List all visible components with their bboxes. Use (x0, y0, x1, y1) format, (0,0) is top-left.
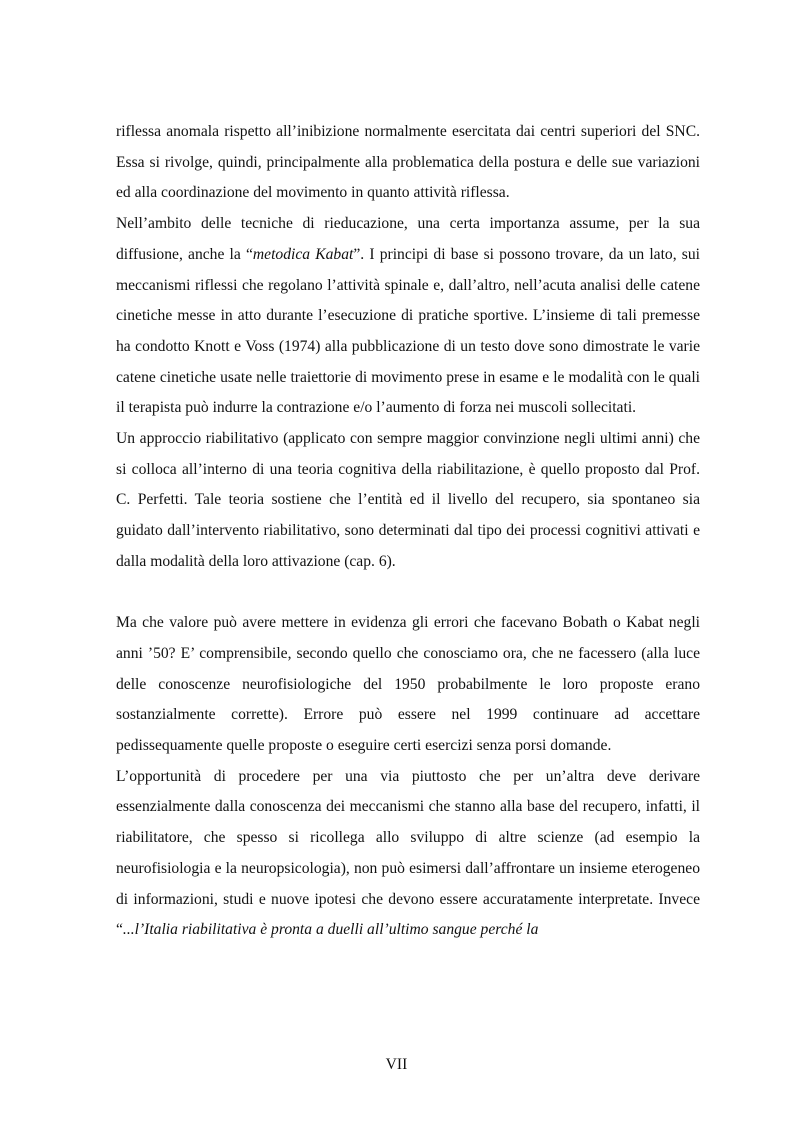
page-footer (0, 1053, 793, 1077)
paragraph-4-text: Ma che valore può avere mettere in evidenza gli errori che facevano Bobath o Kabat negli anni ’50? E’ comprensibile, secondo quello che conosciamo ora, che ne facessero (alla luce delle conoscenze neurofisiologiche del 1950 probabilmente le loro proposte erano sostanzialmente corrette). Errore può essere nel 1999 continuare ad accettare pedissequamente quelle proposte o eseguire certi esercizi senza porsi domande. (116, 614, 700, 755)
paragraph-1-text: riflessa anomala rispetto all’inibizione normalmente esercitata dai centri superiori del SNC. Essa si rivolge, quindi, principalmente alla problematica della postura e delle sue variazioni ed alla coordinazione del movimento in quanto attività riflessa. (116, 123, 700, 202)
paragraph-5-italic-quote: ...l’Italia riabilitativa è pronta a duelli all’ultimo sangue perché la (122, 921, 539, 939)
paragraph-2 (116, 209, 700, 424)
body-text (116, 117, 700, 946)
paragraph-5-text-start: L’opportunità di procedere per una via piuttosto che per un’altra deve derivare essenzialmente dalla conoscenza dei meccanismi che stanno alla base del recupero, infatti, il riabilitatore, che spesso si ricollega allo sviluppo di altre scienze (ad esempio la neurofisiologia e la neuropsicologia), non può esimersi dall’affrontare un insieme eterogeneo di informazioni, studi e nuove ipotesi che devono essere accuratamente interpretate. Invece “ (116, 767, 700, 939)
paragraph-2-text-end: ”. I principi di base si possono trovare, da un lato, sui meccanismi riflessi che regolano l’attività spinale e, dall’altro, nell’acuta analisi delle catene cinetiche messe in atto durante l’esecuzione di pratiche sportive. L’insieme di tali premesse ha condotto Knott e Voss (1974) alla pubblicazione di un testo dove sono dimostrate le varie catene cinetiche usate nelle traiettorie di movimento prese in esame e le modalità con le quali il terapista può indurre la contrazione e/o l’aumento di forza nei muscoli sollecitati. (116, 245, 701, 417)
paragraph-3 (116, 424, 700, 578)
page-number: VII (385, 1056, 408, 1073)
paragraph-spacer (116, 578, 700, 609)
paragraph-2-italic-term: metodica Kabat (252, 245, 354, 263)
paragraph-3-text: Un approccio riabilitativo (applicato con sempre maggior convinzione negli ultimi anni) che si colloca all’interno di una teoria cognitiva della riabilitazione, è quello proposto dal Prof. C. Perfetti. Tale teoria sostiene che l’entità ed il livello del recupero, sia spontaneo sia guidato dall’intervento riabilitativo, sono determinati dal tipo dei processi cognitivi attivati e dalla modalità della loro attivazione (cap. 6). (116, 430, 700, 570)
paragraph-2-text-start: Nell’ambito delle tecniche di rieducazione, una certa importanza assume, per la sua diffusione, anche la “ (116, 215, 700, 263)
paragraph-5 (116, 762, 700, 946)
paragraph-1 (116, 117, 700, 209)
paragraph-4 (116, 608, 700, 762)
